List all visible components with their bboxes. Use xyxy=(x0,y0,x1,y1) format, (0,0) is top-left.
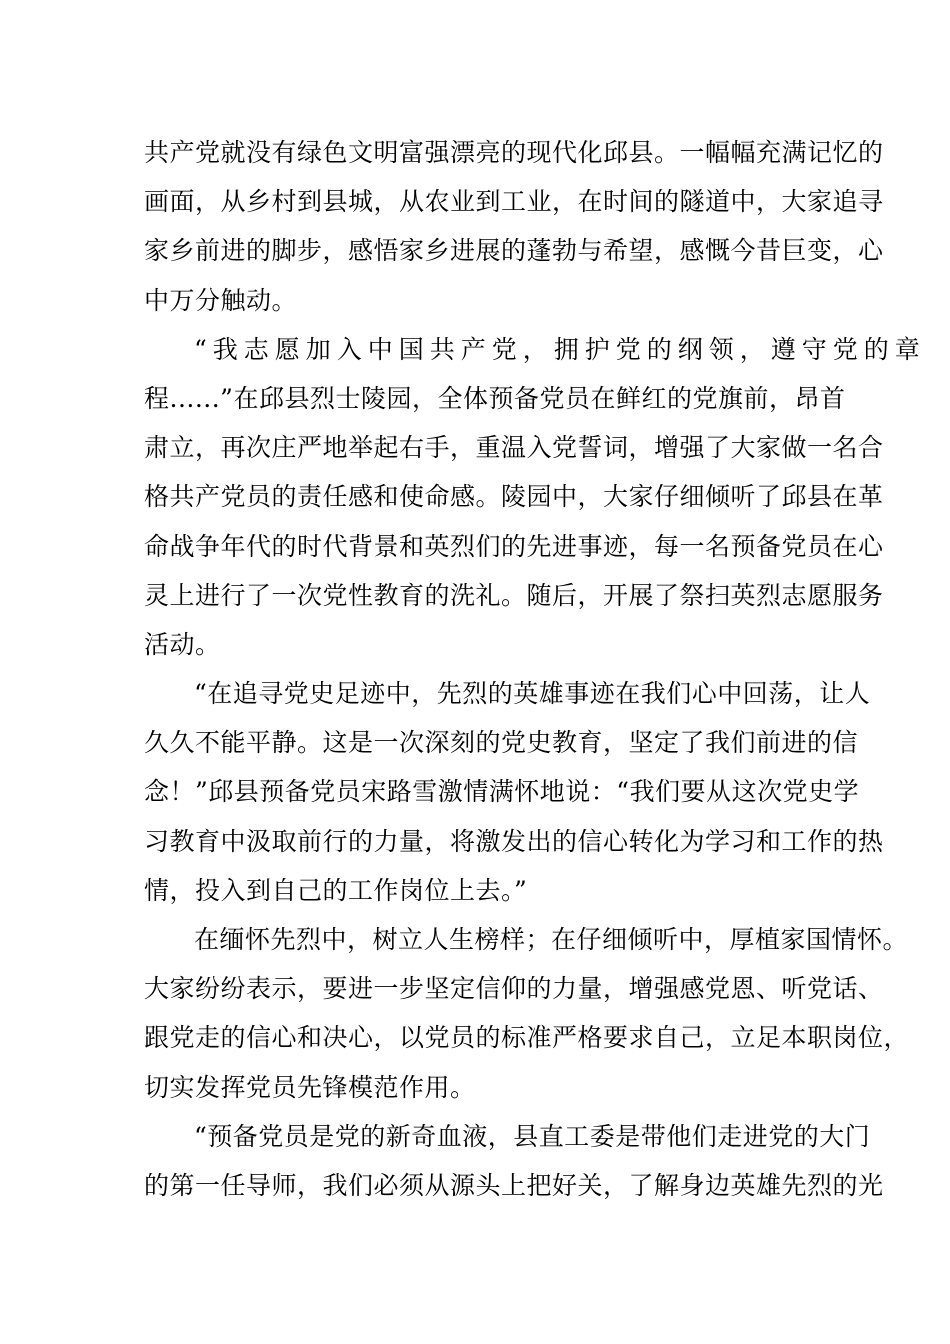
text-line: 念！”邱县预备党员宋路雪激情满怀地说：“我们要从这次党史学 xyxy=(144,777,860,807)
paragraph-5 xyxy=(144,1112,884,1210)
text-line: 切实发挥党员先锋模范作用。 xyxy=(144,1072,476,1102)
document-body xyxy=(144,128,926,1210)
text-line: 中万分触动。 xyxy=(144,285,298,315)
text-line: 习教育中汲取前行的力量，将激发出的信心转化为学习和工作的热 xyxy=(144,826,884,856)
text-line: 灵上进行了一次党性教育的洗礼。随后，开展了祭扫英烈志愿服务 xyxy=(144,580,884,610)
text-line: 程......”在邱县烈士陵园，全体预备党员在鲜红的党旗前，昂首 xyxy=(144,383,846,413)
paragraph-4 xyxy=(144,915,910,1112)
text-line: 肃立，再次庄严地举起右手，重温入党誓词，增强了大家做一名合 xyxy=(144,433,884,463)
text-line: 的第一任导师，我们必须从源头上把好关，了解身边英雄先烈的光 xyxy=(144,1170,884,1200)
text-line: 情，投入到自己的工作岗位上去。” xyxy=(144,875,528,905)
text-line: 在缅怀先烈中，树立人生榜样；在仔细倾听中，厚植家国情怀。 xyxy=(194,925,909,954)
text-line: 活动。 xyxy=(144,629,221,659)
text-line: “预备党员是党的新奇血液，县直工委是带他们走进党的大门 xyxy=(194,1121,871,1151)
text-line: 命战争年代的时代背景和英烈们的先进事迹，每一名预备党员在心 xyxy=(144,531,884,561)
text-line: 久久不能平静。这是一次深刻的党史教育，坚定了我们前进的信 xyxy=(144,728,859,758)
text-line: 大家纷纷表示，要进一步坚定信仰的力量，增强感党恩、听党话、 xyxy=(144,974,884,1004)
paragraph-1 xyxy=(144,128,884,325)
text-line: “在追寻党史足迹中，先烈的英雄事迹在我们心中回荡，让人 xyxy=(194,679,871,709)
text-line: 画面，从乡村到县城，从农业到工业，在时间的隧道中，大家追寻 xyxy=(144,187,884,217)
paragraph-3 xyxy=(144,669,884,915)
paragraph-2 xyxy=(144,325,926,669)
text-line: 格共产党员的责任感和使命感。陵园中，大家仔细倾听了邱县在革 xyxy=(144,482,884,512)
text-line: 跟党走的信心和决心，以党员的标准严格要求自己，立足本职岗位， xyxy=(144,1023,910,1053)
text-line: “我志愿加入中国共产党，拥护党的纲领，遵守党的章 xyxy=(194,334,926,364)
text-line: 共产党就没有绿色文明富强漂亮的现代化邱县。一幅幅充满记忆的 xyxy=(144,138,884,167)
text-line: 家乡前进的脚步，感悟家乡进展的蓬勃与希望，感慨今昔巨变，心 xyxy=(144,236,884,266)
